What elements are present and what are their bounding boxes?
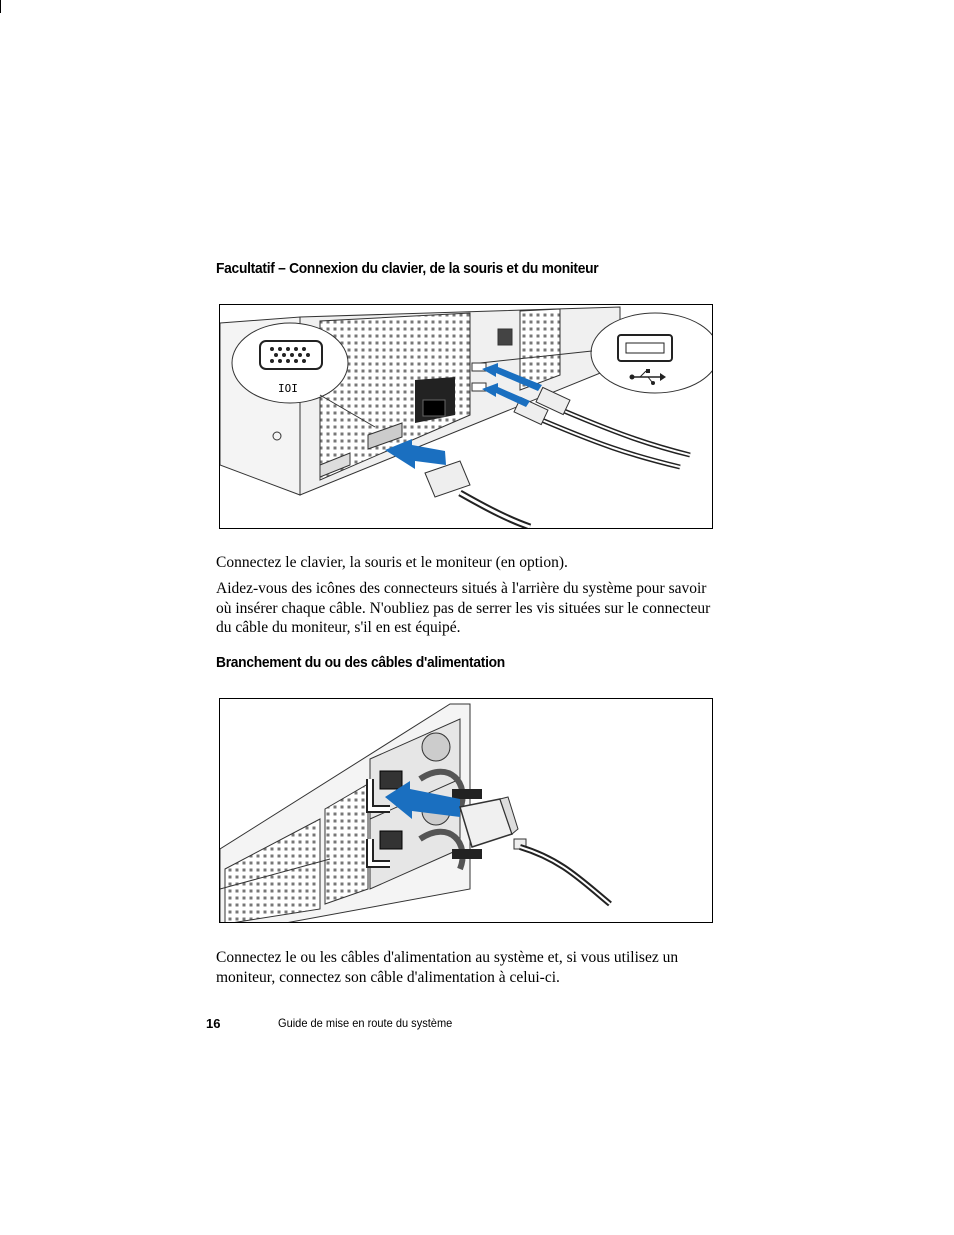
paragraph-connect-peripherals: Connectez le clavier, la souris et le moniteur (en option). <box>216 554 568 571</box>
illustration-drawing <box>220 305 713 529</box>
illustration-keyboard-mouse-monitor <box>219 304 713 529</box>
illustration-drawing <box>220 699 713 923</box>
illustration-power-cables <box>219 698 713 923</box>
paragraph-connector-icons-instructions: Aidez-vous des icônes des connecteurs situés à l'arrière du système pour savoir où insérer chaque câble. N'oubliez pas de serrer les vis situées sur le connecteur du câble du moniteur, s'il en est équipé. <box>216 580 711 636</box>
section-title-keyboard-mouse-monitor: Facultatif – Connexion du clavier, de la souris et du moniteur <box>216 260 599 277</box>
paragraph-connect-power: Connectez le ou les câbles d'alimentation au système et, si vous utilisez un moniteur, connectez son câble d'alimentation à celui-ci. <box>216 949 679 986</box>
section-title-power-cables: Branchement du ou des câbles d'alimentation <box>216 654 505 671</box>
video-port-icon: IOI <box>278 382 298 395</box>
footer-separator <box>0 0 1 13</box>
footer-document-title: Guide de mise en route du système <box>278 1016 453 1030</box>
page-number: 16 <box>206 1016 221 1031</box>
